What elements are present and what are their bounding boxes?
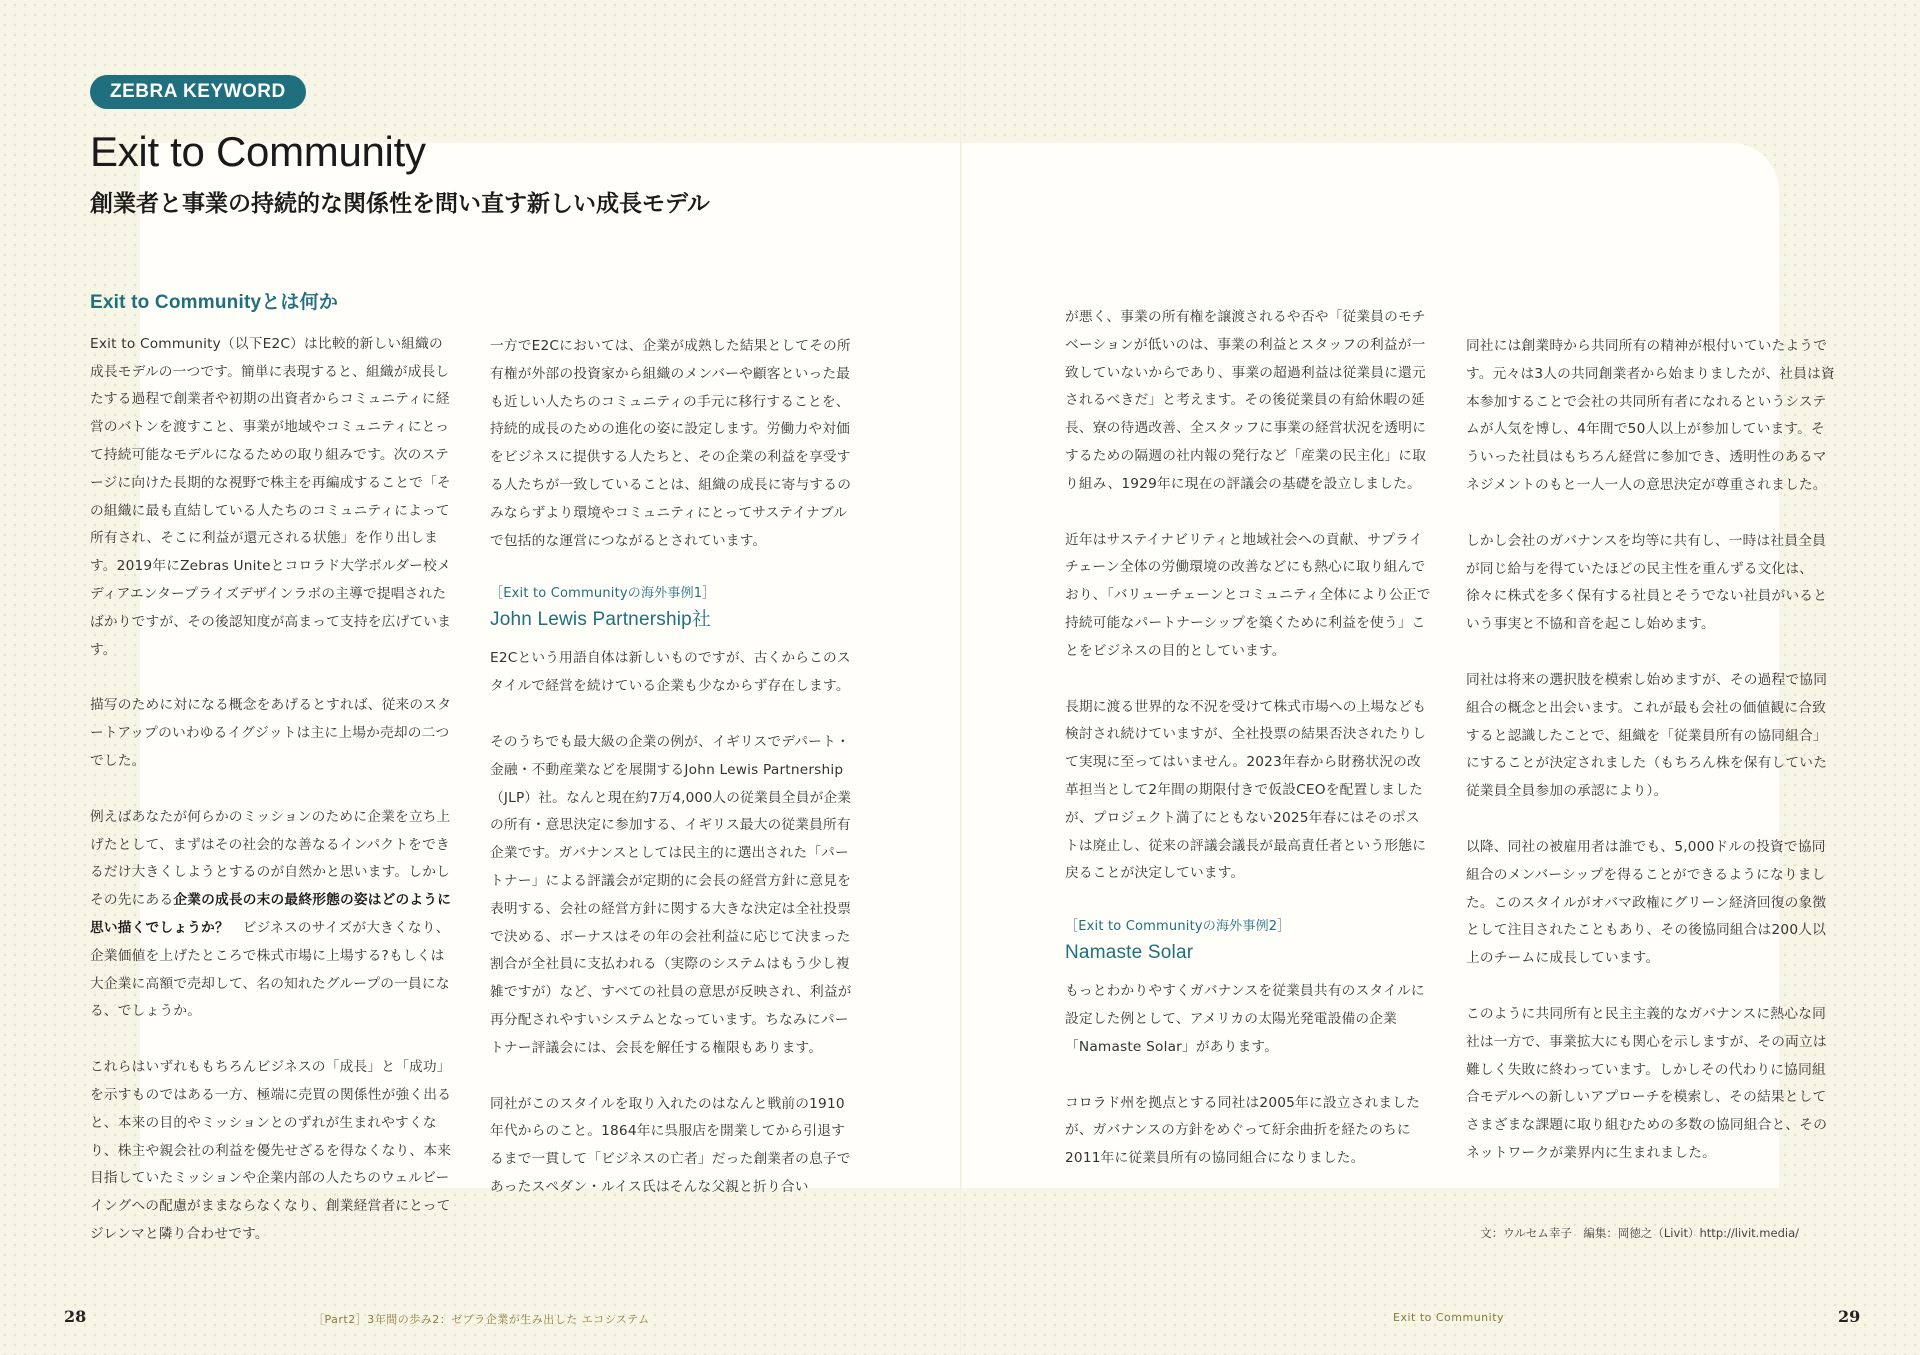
left-running-footer: ［Part2］3年間の歩み2：ゼブラ企業が生み出した エコシステム	[313, 1313, 650, 1326]
column-4	[1466, 333, 1836, 1196]
article-title: Exit to Community	[90, 128, 426, 175]
paragraph	[90, 804, 453, 1026]
paragraph: 近年はサステイナビリティと地域社会への貢献、サプライチェーン全体の労働環境の改善などにも熱心に取り組んでおり、「バリューチェーンとコミュニティ全体により公正で持続可能なパートナーシップを築くために利益を使う」ことをビジネスの目的としています。	[1065, 531, 1431, 659]
case-tag: ［Exit to Communityの海外事例2］	[1065, 919, 1291, 935]
paragraph: Exit to Community（以下E2C）は比較的新しい組織の成長モデルの一つです。簡単に表現すると、組織が成長したする過程で創業者や初期の出資者からコミュニティに経営のバトンを渡すこと、事業が地域やコミュニティにとって持続可能なモデルになるための取り組みです。次のステージに向けた長期的な視野で株主を再編成することで「その組織に最も直結している人たちのコミュニティによって所有され、そこに利益が還元される状態」を作り出します。2019年にZebras Uniteとコロラド大学ボルダー校メディアエンタープライズデザインラボの主導で提唱されたばかりですが、その後認知度が高まって支持を広げています。	[90, 335, 452, 658]
paragraph: しかし会社のガバナンスを均等に共有し、一時は社員全員が同じ給与を得ていたほどの民主性を重んずる文化は、徐々に株式を多く保有する社員とそうでない社員がいるという事実と不協和音を起こし始めます。	[1466, 532, 1828, 633]
paragraph: が悪く、事業の所有権を譲渡されるや否や「従業員のモチベーションが低いのは、事業の利益とスタッフの利益が一致していないからであり、事業の超過利益は従業員に還元されるべきだ」と考えます。その後従業員の有給休暇の延長、寮の待遇改善、全スタッフに事業の経営状況を透明にするための隔週の社内報の発行など「産業の民主化」に取り組み、1929年に現在の評議会の基礎を設立しました。	[1065, 309, 1427, 492]
paragraph: 同社は将来の選択肢を模索し始めますが、その過程で協同組合の概念と出会います。これが最も会社の価値観に合致すると認識したことで、組織を「従業員所有の協同組合」にすることが決定されました（もちろん株を保有していた従業員全員参加の承認により）。	[1466, 671, 1828, 800]
paragraph: 以降、同社の被雇用者は誰でも、5,000ドルの投資で協同組合のメンバーシップを得ることができるようになりました。このスタイルがオバマ政権にグリーン経済回復の象徴として注目されたこともあり、その後協同組合は200人以上のチームに成長しています。	[1466, 838, 1827, 967]
paragraph: これらはいずれももちろんビジネスの「成長」と「成功」を示すものではある一方、極端に売買の関係性が強く出ると、本来の目的やミッションとのずれが生まれやすくなり、株主や親会社の利益を優先せざるを得なくなり、本来目指していたミッションや企業内部の人たちのウェルビーイングへの配慮がままならなくなり、創業経営者にとってジレンマと隣り合わせです。	[90, 1059, 452, 1242]
column-2	[490, 333, 858, 1230]
paragraph: 同社には創業時から共同所有の精神が根付いていたようです。元々は3人の共同創業者から始まりましたが、社員は資本参加することで会社の共同所有者になれるというシステムが人気を博し、4年間で50人以上が参加しています。そういった社員はもちろん経営に参加でき、透明性のあるマネジメントのもと一人一人の意思決定が尊重されました。	[1466, 338, 1835, 493]
case-title: Namaste Solar	[1065, 942, 1194, 964]
case-tag: ［Exit to Communityの海外事例1］	[490, 586, 716, 602]
paragraph: 同社がこのスタイルを取り入れたのはなんと戦前の1910年代からのこと。1864年に呉服店を開業してから引退するまで一貫して「ビジネスの亡者」だった創業者の息子であったスペダン・ルイス氏はそんな父親と折り合い	[490, 1095, 851, 1195]
section-heading: Exit to Communityとは何か	[90, 292, 339, 313]
article-credit: 文：ウルセム幸子 編集：岡徳之（Livit）http://livit.media/	[1480, 1226, 1799, 1240]
right-page-number: 29	[1838, 1307, 1861, 1326]
left-page-number: 28	[64, 1307, 87, 1326]
paragraph: 描写のために対になる概念をあげるとすれば、従来のスタートアップのいわゆるイグジットは主に上場か売却の二つでした。	[90, 697, 452, 769]
paragraph: そのうちでも最大級の企業の例が、イギリスでデパート・金融・不動産業などを展開するJohn Lewis Partnership（JLP）社。なんと現在約7万4,000人の従業員全員が企業の所有・意思決定に参加する、イギリス最大の従業員所有企業です。ガバナンスとしては民主的に選出された「パートナー」による評議会が定期的に会長の経営方針に意見を表明する、会社の経営方針に関する大きな決定は全社投票で決める、ボーナスはその年の会社利益に応じて決まった割合が全社員に支払われる（実際のシステムはもう少し複雑ですが）など、すべての社員の意思が反映され、利益が再分配されやすいシステムとなっています。ちなみにパートナー評議会には、会長を解任する権限もあります。	[490, 733, 852, 1056]
paragraph: 長期に渡る世界的な不況を受けて株式市場への上場なども検討され続けていますが、全社投票の結果否決されたりして実現に至ってはいません。2023年春から財務状況の改革担当として2年間の期限付きで仮設CEOを配置しましたが、プロジェクト満了にともない2025年春にはそのポストは廃止し、従来の評議会議長が最高責任者という形態に戻ることが決定しています。	[1065, 698, 1427, 882]
paragraph: もっとわかりやすくガバナンスを従業員共有のスタイルに設定した例として、アメリカの太陽光発電設備の企業「Namaste Solar」があります。	[1065, 983, 1425, 1055]
paragraph-text: ビジネスのサイズが大きくなり、企業価値を上げたところで株式市場に上場する?もしくは大企業に高額で売却して、名の知れたグループの一員になる、でしょうか。	[90, 919, 450, 1020]
paragraph: コロラド州を拠点とする同社は2005年に設立されましたが、ガバナンスの方針をめぐって紆余曲折を経たのちに2011年に従業員所有の協同組合になりました。	[1065, 1094, 1421, 1167]
keyword-badge: ZEBRA KEYWORD	[90, 75, 306, 109]
emphasis-text: 企業の成長の末の最終形態の姿はどのように思い描くでしょうか？	[90, 892, 452, 936]
page-spine	[960, 0, 961, 1355]
paragraph-text: 例えばあなたが何らかのミッションのために企業を立ち上げたとして、まずはその社会的な善なるインパクトをできるだけ大きくしようとするのが自然かと思います。しかしその先にある	[90, 808, 451, 909]
paragraph: E2Cという用語自体は新しいものですが、古くからこのスタイルで経営を続けている企業も少なからず存在します。	[490, 650, 851, 695]
right-running-footer: Exit to Community	[1393, 1311, 1505, 1324]
column-1	[90, 289, 453, 1277]
case-title: John Lewis Partnership社	[490, 609, 712, 631]
article-subtitle: 創業者と事業の持続的な関係性を問い直す新しい成長モデル	[90, 191, 710, 217]
paragraph: 一方でE2Cにおいては、企業が成熟した結果としてその所有権が外部の投資家から組織のメンバーや顧客といった最も近しい人たちのコミュニティの手元に移行することを、持続的成長のための進化の姿に設定します。労働力や対価をビジネスに提供する人たちと、その企業の利益を享受する人たちが一致していることは、組織の成長に寄与するのみならずより環境やコミュニティにとってサステイナブルで包括的な運営につながるとされています。	[490, 338, 852, 549]
column-3	[1065, 304, 1433, 1201]
paragraph: このように共同所有と民主主義的なガバナンスに熱心な同社は一方で、事業拡大にも関心を示しますが、その両立は難しく失敗に終わっています。しかしその代わりに協同組合モデルへの新しいアプローチを模索し、その結果としてさまざまな課題に取り組むための多数の協同組合と、そのネットワークが業界内に生まれました。	[1466, 1005, 1828, 1161]
